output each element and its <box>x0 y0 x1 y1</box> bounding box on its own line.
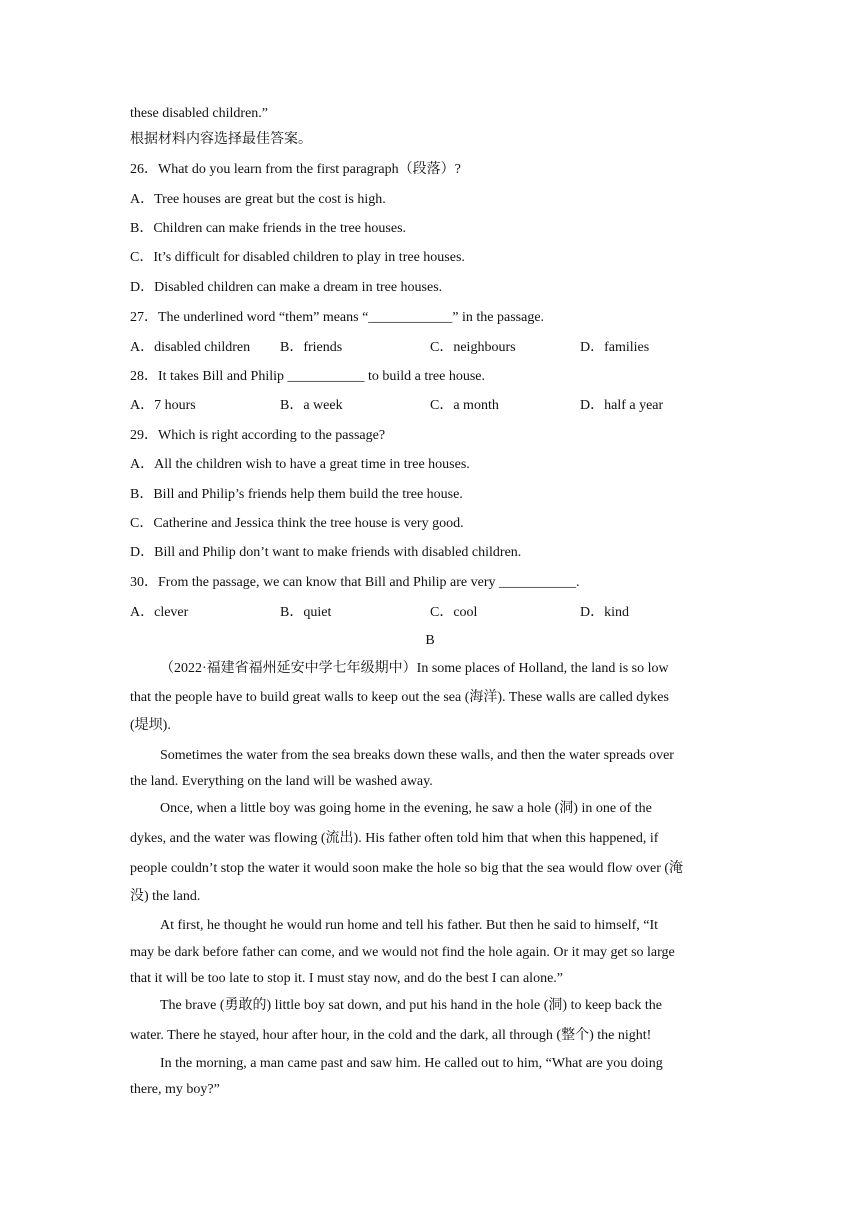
question-26-stem: 26．What do you learn from the first paragraph（段落）? <box>130 162 461 177</box>
paragraph-1-line-2: that the people have to build great walls to keep out the sea (海洋). These walls are called dykes <box>130 690 669 705</box>
q26-option-d: D．Disabled children can make a dream in tree houses. <box>130 280 443 295</box>
section-b-heading: B <box>425 633 435 648</box>
q26-option-c: C．It’s difficult for disabled children to play in tree houses. <box>130 250 465 265</box>
q28-option-b: B．a week <box>280 398 343 413</box>
question-29-stem: 29．Which is right according to the passage? <box>130 428 386 443</box>
q28-option-a: A．7 hours <box>130 398 196 413</box>
q27-option-a: A．disabled children <box>130 340 251 355</box>
q29-option-a: A．All the children wish to have a great time in tree houses. <box>130 457 470 472</box>
paragraph-5-line-2: water. There he stayed, hour after hour, in the cold and the dark, all through (整个) the night! <box>130 1028 652 1043</box>
q29-option-b: B．Bill and Philip’s friends help them build the tree house. <box>130 487 463 502</box>
paragraph-2-line-2: the land. Everything on the land will be washed away. <box>130 774 433 789</box>
paragraph-3-line-3: people couldn’t stop the water it would soon make the hole so big that the sea would flow over (淹 <box>130 861 684 876</box>
paragraph-3-line-4: 没) the land. <box>130 889 201 904</box>
q30-options <box>130 604 730 622</box>
q30-option-b: B．quiet <box>280 605 332 620</box>
paragraph-4-line-1: At first, he thought he would run home and tell his father. But then he said to himself, “It <box>160 918 659 933</box>
q28-options <box>130 397 730 415</box>
q27-option-d: D．families <box>580 340 650 355</box>
paragraph-1-line-1: （2022·福建省福州延安中学七年级期中）In some places of Holland, the land is so low <box>160 661 669 676</box>
q28-option-d: D．half a year <box>580 398 664 413</box>
q26-option-a: A．Tree houses are great but the cost is high. <box>130 192 386 207</box>
q27-option-c: C．neighbours <box>430 340 516 355</box>
q30-option-c: C．cool <box>430 605 478 620</box>
instruction-text: 根据材料内容选择最佳答案。 <box>130 132 312 147</box>
question-30-stem: 30．From the passage, we can know that Bill and Philip are very ___________. <box>130 575 580 590</box>
q29-option-c: C．Catherine and Jessica think the tree house is very good. <box>130 516 464 531</box>
paragraph-6-line-1: In the morning, a man came past and saw him. He called out to him, “What are you doing <box>160 1056 663 1071</box>
paragraph-2-line-1: Sometimes the water from the sea breaks down these walls, and then the water spreads over <box>160 748 674 763</box>
paragraph-1-line-3: (堤坝). <box>130 718 171 733</box>
paragraph-5-line-1: The brave (勇敢的) little boy sat down, and put his hand in the hole (洞) to keep back the <box>160 998 662 1013</box>
paragraph-6-line-2: there, my boy?” <box>130 1082 220 1097</box>
q26-option-b: B．Children can make friends in the tree houses. <box>130 221 407 236</box>
question-28-stem: 28．It takes Bill and Philip ___________ to build a tree house. <box>130 369 486 384</box>
paragraph-4-line-3: that it will be too late to stop it. I must stay now, and do the best I can alone.” <box>130 971 564 986</box>
paragraph-3-line-2: dykes, and the water was flowing (流出). His father often told him that when this happened, if <box>130 831 659 846</box>
q28-option-c: C．a month <box>430 398 499 413</box>
q30-option-a: A．clever <box>130 605 189 620</box>
passage-continuation: these disabled children.” <box>130 106 269 121</box>
q27-option-b: B．friends <box>280 340 343 355</box>
question-27-stem: 27．The underlined word “them” means “____________” in the passage. <box>130 310 545 325</box>
q30-option-d: D．kind <box>580 605 629 620</box>
q27-options <box>130 339 730 357</box>
q29-option-d: D．Bill and Philip don’t want to make friends with disabled children. <box>130 545 522 560</box>
paragraph-4-line-2: may be dark before father can come, and we would not find the hole again. Or it may get so large <box>130 945 675 960</box>
paragraph-3-line-1: Once, when a little boy was going home in the evening, he saw a hole (洞) in one of the <box>160 801 652 816</box>
